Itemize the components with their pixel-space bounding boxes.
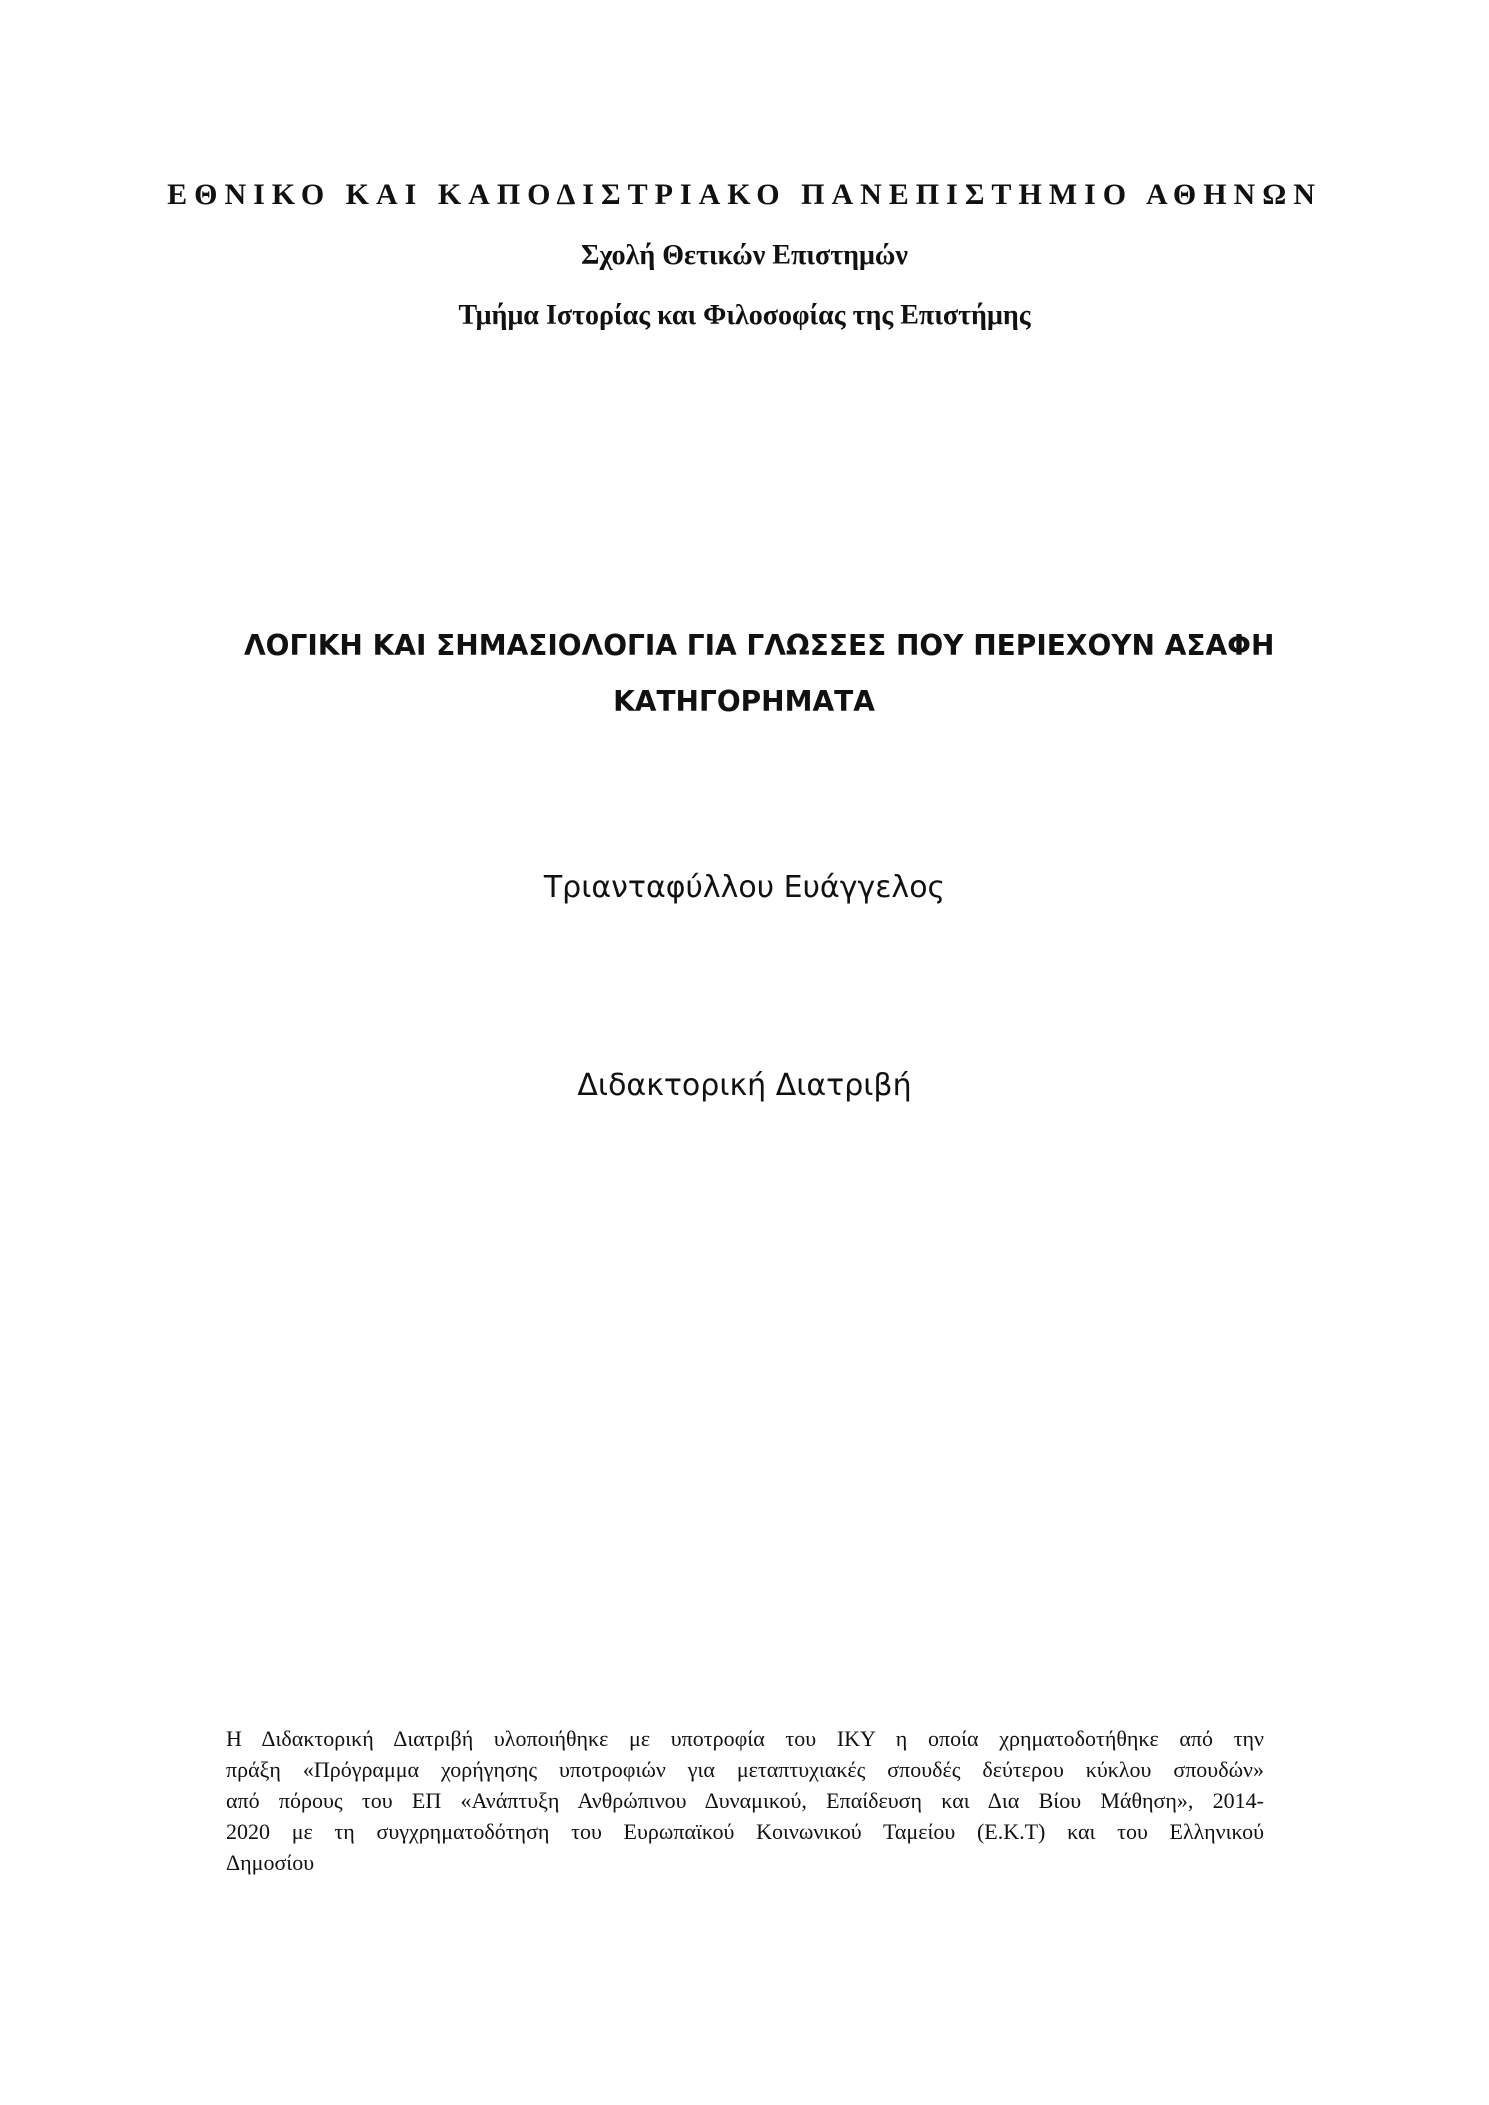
department-name: Τμήμα Ιστορίας και Φιλοσοφίας της Επιστήμης [458, 300, 1031, 331]
thesis-title [244, 618, 1275, 730]
funding-note-line-5: Δημοσίου [226, 1850, 315, 1875]
faculty-name: Σχολή Θετικών Επιστημών [581, 240, 908, 271]
funding-note-line-2: πράξη «Πρόγραμμα χορήγησης υποτροφιών για μεταπτυχιακές σπουδές δεύτερου κύκλου σπουδών» [226, 1757, 1264, 1782]
university-name: ΕΘΝΙΚΟ ΚΑΙ ΚΑΠΟΔΙΣΤΡΙΑΚΟ ΠΑΝΕΠΙΣΤΗΜΙΟ ΑΘΗΝΩΝ [167, 178, 1322, 211]
funding-note-line-1: Η Διδακτορική Διατριβή υλοποιήθηκε με υποτροφία του ΙΚΥ η οποία χρηματοδοτήθηκε από την [226, 1726, 1264, 1751]
funding-note [226, 1723, 1264, 1878]
thesis-title-line-1: ΛΟΓΙΚΗ ΚΑΙ ΣΗΜΑΣΙΟΛΟΓΙΑ ΓΙΑ ΓΛΩΣΣΕΣ ΠΟΥ ΠΕΡΙΕΧΟΥΝ ΑΣΑΦΗ [244, 629, 1275, 662]
document-type: Διδακτορική Διατριβή [577, 1068, 912, 1103]
thesis-title-line-2: ΚΑΤΗΓΟΡΗΜΑΤΑ [613, 685, 875, 718]
funding-note-line-3: από πόρους του ΕΠ «Ανάπτυξη Ανθρώπινου Δυναμικού, Επαίδευση και Δια Βίου Μάθηση», 2014- [226, 1788, 1264, 1813]
author-name: Τριανταφύλλου Ευάγγελος [543, 870, 946, 905]
funding-note-line-4: 2020 με τη συγχρηματοδότηση του Ευρωπαϊκού Κοινωνικού Ταμείου (Ε.Κ.Τ) και του Ελληνικού [226, 1819, 1264, 1844]
